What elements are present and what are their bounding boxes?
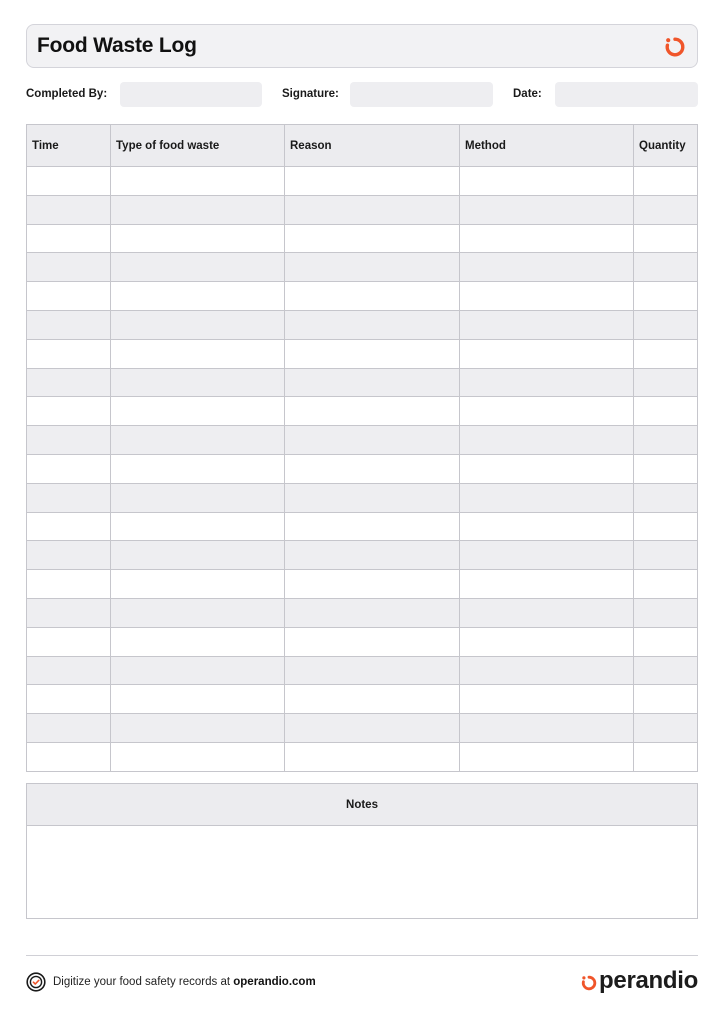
cell-reason[interactable] [285,685,460,714]
cell-method[interactable] [460,224,634,253]
cell-type[interactable] [111,224,285,253]
signature-field[interactable] [350,82,493,107]
cell-type[interactable] [111,483,285,512]
table-row [27,742,698,771]
cell-time[interactable] [27,195,111,224]
cell-quantity[interactable] [634,426,698,455]
cell-reason[interactable] [285,627,460,656]
cell-method[interactable] [460,541,634,570]
cell-time[interactable] [27,454,111,483]
cell-method[interactable] [460,195,634,224]
cell-time[interactable] [27,627,111,656]
cell-reason[interactable] [285,368,460,397]
cell-quantity[interactable] [634,253,698,282]
cell-method[interactable] [460,598,634,627]
cell-reason[interactable] [285,339,460,368]
notes-section [26,783,698,919]
date-label: Date: [513,88,542,100]
notes-field[interactable] [27,826,697,918]
column-header-method: Method [460,125,634,167]
column-header-reason: Reason [285,125,460,167]
cell-reason[interactable] [285,656,460,685]
table-row [27,426,698,455]
cell-quantity[interactable] [634,454,698,483]
cell-time[interactable] [27,397,111,426]
table-row [27,627,698,656]
footer-tagline [26,971,316,993]
cell-quantity[interactable] [634,742,698,771]
cell-time[interactable] [27,598,111,627]
cell-time[interactable] [27,253,111,282]
cell-type[interactable] [111,253,285,282]
cell-time[interactable] [27,714,111,743]
cell-time[interactable] [27,339,111,368]
date-field[interactable] [555,82,698,107]
cell-method[interactable] [460,397,634,426]
cell-type[interactable] [111,742,285,771]
cell-time[interactable] [27,167,111,196]
table-row [27,483,698,512]
cell-time[interactable] [27,512,111,541]
cell-type[interactable] [111,627,285,656]
cell-reason[interactable] [285,310,460,339]
cell-method[interactable] [460,570,634,599]
cell-reason[interactable] [285,397,460,426]
cell-reason[interactable] [285,541,460,570]
waste-log-table [26,124,698,772]
cell-reason[interactable] [285,570,460,599]
table-row [27,339,698,368]
cell-type[interactable] [111,368,285,397]
cell-type[interactable] [111,397,285,426]
cell-method[interactable] [460,742,634,771]
table-row [27,512,698,541]
cell-reason[interactable] [285,512,460,541]
completed-by-label: Completed By: [26,88,108,100]
cell-quantity[interactable] [634,195,698,224]
cell-reason[interactable] [285,195,460,224]
cell-quantity[interactable] [634,368,698,397]
cell-quantity[interactable] [634,167,698,196]
signature-label: Signature: [282,88,339,100]
cell-time[interactable] [27,685,111,714]
cell-type[interactable] [111,310,285,339]
cell-type[interactable] [111,714,285,743]
cell-type[interactable] [111,167,285,196]
cell-method[interactable] [460,656,634,685]
cell-reason[interactable] [285,282,460,311]
cell-method[interactable] [460,339,634,368]
cell-method[interactable] [460,253,634,282]
cell-type[interactable] [111,512,285,541]
cell-type[interactable] [111,570,285,599]
cell-reason[interactable] [285,167,460,196]
cell-method[interactable] [460,310,634,339]
column-header-type: Type of food waste [111,125,285,167]
cell-method[interactable] [460,167,634,196]
title-bar [26,24,698,68]
footer-prefix: Digitize your food safety records at [53,976,234,988]
cell-quantity[interactable] [634,541,698,570]
cell-time[interactable] [27,368,111,397]
table-row [27,195,698,224]
cell-quantity[interactable] [634,570,698,599]
cell-method[interactable] [460,627,634,656]
page-title: Food Waste Log [37,34,197,57]
cell-type[interactable] [111,339,285,368]
table-row [27,541,698,570]
table-row [27,598,698,627]
cell-reason[interactable] [285,742,460,771]
cell-quantity[interactable] [634,483,698,512]
cell-type[interactable] [111,195,285,224]
table-row [27,253,698,282]
table-row [27,656,698,685]
cell-type[interactable] [111,426,285,455]
cell-reason[interactable] [285,224,460,253]
operandio-brand-logo [580,966,698,996]
cell-type[interactable] [111,541,285,570]
cell-method[interactable] [460,426,634,455]
cell-method[interactable] [460,368,634,397]
check-badge-icon [26,972,46,992]
cell-time[interactable] [27,742,111,771]
cell-quantity[interactable] [634,339,698,368]
footer-link[interactable]: operandio.com [233,976,316,988]
cell-type[interactable] [111,282,285,311]
column-header-time: Time [27,125,111,167]
table-row [27,570,698,599]
table-header-row [27,125,698,167]
operandio-mark-icon [580,974,598,992]
cell-time[interactable] [27,541,111,570]
cell-time[interactable] [27,570,111,599]
cell-method[interactable] [460,282,634,311]
column-header-quantity: Quantity [634,125,698,167]
cell-quantity[interactable] [634,656,698,685]
cell-quantity[interactable] [634,685,698,714]
cell-reason[interactable] [285,598,460,627]
cell-quantity[interactable] [634,512,698,541]
operandio-logo-icon [663,35,687,59]
cell-time[interactable] [27,483,111,512]
cell-method[interactable] [460,454,634,483]
cell-quantity[interactable] [634,627,698,656]
table-row [27,685,698,714]
table-row [27,368,698,397]
cell-time[interactable] [27,426,111,455]
table-row [27,714,698,743]
cell-quantity[interactable] [634,282,698,311]
meta-row [26,82,698,108]
brand-wordmark: perandio [599,967,698,994]
cell-reason[interactable] [285,483,460,512]
cell-time[interactable] [27,282,111,311]
footer-divider [26,955,698,956]
table-body [27,167,698,772]
cell-reason[interactable] [285,454,460,483]
cell-reason[interactable] [285,714,460,743]
table-row [27,282,698,311]
cell-quantity[interactable] [634,310,698,339]
table-row [27,397,698,426]
cell-method[interactable] [460,483,634,512]
cell-method[interactable] [460,512,634,541]
cell-type[interactable] [111,454,285,483]
cell-reason[interactable] [285,253,460,282]
cell-time[interactable] [27,224,111,253]
table-row [27,454,698,483]
cell-type[interactable] [111,656,285,685]
cell-quantity[interactable] [634,714,698,743]
table-row [27,310,698,339]
cell-quantity[interactable] [634,224,698,253]
cell-type[interactable] [111,598,285,627]
cell-method[interactable] [460,714,634,743]
cell-method[interactable] [460,685,634,714]
table-row [27,224,698,253]
cell-quantity[interactable] [634,397,698,426]
cell-time[interactable] [27,656,111,685]
cell-type[interactable] [111,685,285,714]
cell-time[interactable] [27,310,111,339]
notes-title: Notes [27,784,697,826]
table-row [27,167,698,196]
completed-by-field[interactable] [120,82,262,107]
cell-reason[interactable] [285,426,460,455]
cell-quantity[interactable] [634,598,698,627]
